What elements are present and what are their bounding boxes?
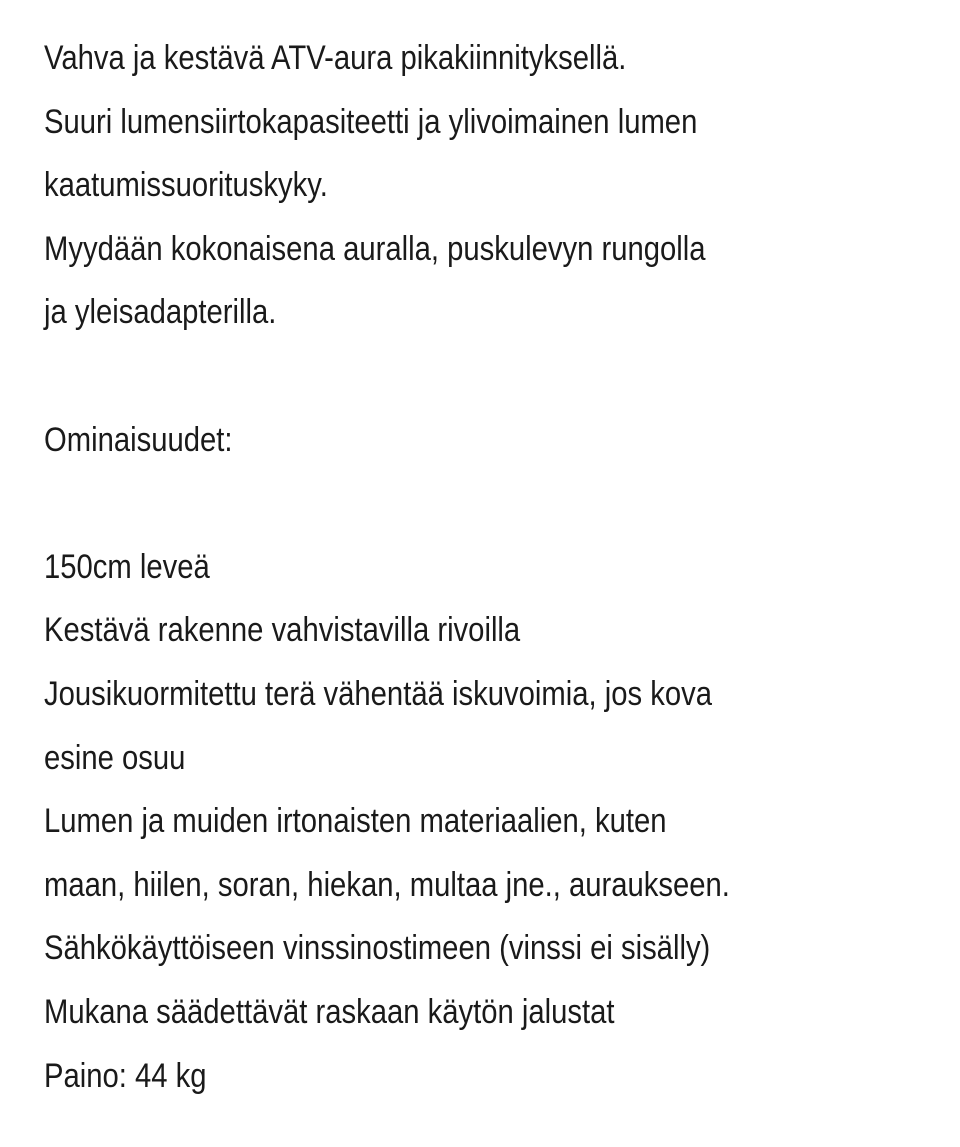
feature-line: Mukana säädettävät raskaan käytön jalustat [44, 992, 615, 1031]
feature-line: Jousikuormitettu terä vähentää iskuvoimia, jos kova [44, 674, 712, 713]
features-list [44, 536, 960, 1108]
feature-line: Lumen ja muiden irtonaisten materiaalien, kuten [44, 802, 667, 841]
spacer [44, 345, 960, 409]
intro-line: ja yleisadapterilla. [44, 293, 277, 332]
feature-line: maan, hiilen, soran, hiekan, multaa jne., auraukseen. [44, 865, 730, 904]
intro-line: Myydään kokonaisena auralla, puskulevyn rungolla [44, 229, 706, 268]
intro-line: Vahva ja kestävä ATV-aura pikakiinnityksellä. [44, 39, 627, 77]
intro-line: kaatumissuorituskyky. [44, 166, 328, 205]
feature-line: Kestävä rakenne vahvistavilla rivoilla [44, 611, 521, 650]
feature-line: Sähkökäyttöiseen vinssinostimeen (vinssi ei sisälly) [44, 929, 711, 968]
intro-line: Suuri lumensiirtokapasiteetti ja ylivoimainen lumen [44, 102, 698, 141]
feature-line: esine osuu [44, 738, 186, 777]
feature-line: 150cm leveä [44, 547, 210, 586]
spacer [44, 472, 960, 536]
intro-paragraph [44, 27, 960, 345]
features-heading: Ominaisuudet: [44, 420, 233, 459]
feature-line: Paino: 44 kg [44, 1056, 207, 1095]
